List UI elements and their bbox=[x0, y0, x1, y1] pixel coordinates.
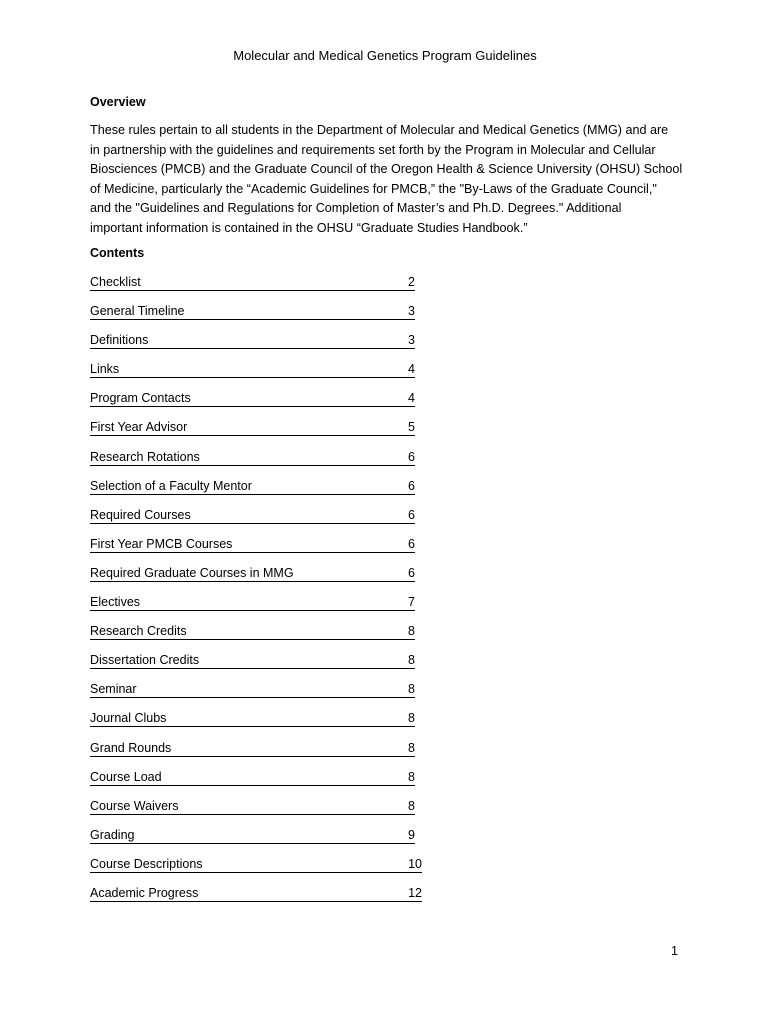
toc-item-required-courses bbox=[90, 508, 422, 537]
toc-page: 8 bbox=[408, 624, 415, 639]
toc-page: 9 bbox=[408, 827, 415, 842]
toc-link-general-timeline[interactable] bbox=[90, 304, 415, 320]
toc-label: General Timeline bbox=[90, 304, 185, 319]
toc-label: Grand Rounds bbox=[90, 740, 172, 755]
toc-label: Required Graduate Courses in MMG bbox=[90, 565, 294, 580]
toc-link-electives[interactable] bbox=[90, 595, 415, 611]
toc-link-first-year-pmcb-courses[interactable] bbox=[90, 537, 415, 553]
toc-label: Definitions bbox=[90, 333, 149, 348]
toc-page: 12 bbox=[408, 885, 422, 900]
toc-label: Selection of a Faculty Mentor bbox=[90, 478, 252, 493]
toc-label: Academic Progress bbox=[90, 885, 199, 900]
overview-line: important information is contained in the OHSU “Graduate Studies Handbook.” bbox=[90, 220, 528, 235]
toc-label: Checklist bbox=[90, 275, 141, 289]
overview-line: These rules pertain to all students in the Department of Molecular and Medical Genetics (MMG) and are bbox=[90, 123, 669, 137]
toc-page: 3 bbox=[408, 333, 415, 348]
toc-label: Course Load bbox=[90, 769, 162, 784]
overview-line: and the "Guidelines and Regulations for Completion of Master’s and Ph.D. Degrees." Additional bbox=[90, 201, 622, 216]
toc-link-required-courses[interactable] bbox=[90, 508, 415, 524]
toc-item-course-load bbox=[90, 770, 422, 799]
overview-paragraph bbox=[90, 121, 690, 239]
toc-page: 6 bbox=[408, 449, 415, 464]
toc-page: 8 bbox=[408, 653, 415, 668]
toc-item-electives bbox=[90, 595, 422, 624]
toc-item-general-timeline bbox=[90, 304, 422, 333]
toc-link-seminar[interactable] bbox=[90, 682, 415, 698]
toc-link-first-year-advisor[interactable] bbox=[90, 420, 415, 436]
toc-link-journal-clubs[interactable] bbox=[90, 711, 415, 727]
toc-label: Research Rotations bbox=[90, 449, 200, 464]
toc-label: Electives bbox=[90, 595, 141, 610]
toc-link-dissertation-credits[interactable] bbox=[90, 653, 415, 669]
table-of-contents bbox=[90, 275, 422, 915]
overview-heading: Overview bbox=[90, 95, 146, 109]
toc-item-course-descriptions bbox=[90, 857, 422, 886]
toc-item-research-credits bbox=[90, 624, 422, 653]
toc-label: First Year PMCB Courses bbox=[90, 536, 233, 551]
contents-heading: Contents bbox=[90, 246, 145, 260]
toc-label: Dissertation Credits bbox=[90, 653, 200, 668]
toc-item-program-contacts bbox=[90, 391, 422, 420]
overview-line: in partnership with the guidelines and requirements set forth by the Program in Molecular and Cellular bbox=[90, 142, 656, 157]
toc-page: 8 bbox=[408, 682, 415, 697]
toc-page: 8 bbox=[408, 798, 415, 813]
toc-item-grading bbox=[90, 828, 422, 857]
toc-page: 4 bbox=[408, 391, 415, 406]
toc-label: Grading bbox=[90, 827, 135, 842]
toc-link-course-waivers[interactable] bbox=[90, 799, 415, 815]
toc-item-grand-rounds bbox=[90, 741, 422, 770]
toc-label: Required Courses bbox=[90, 507, 191, 522]
toc-page: 8 bbox=[408, 711, 415, 726]
toc-item-academic-progress bbox=[90, 886, 422, 915]
toc-item-first-year-advisor bbox=[90, 420, 422, 449]
toc-item-course-waivers bbox=[90, 799, 422, 828]
toc-item-journal-clubs bbox=[90, 711, 422, 740]
toc-label: Links bbox=[90, 362, 120, 377]
toc-page: 6 bbox=[408, 565, 415, 580]
toc-label: Course Waivers bbox=[90, 798, 179, 813]
toc-page: 2 bbox=[408, 275, 415, 289]
toc-label: Course Descriptions bbox=[90, 856, 203, 871]
toc-link-research-rotations[interactable] bbox=[90, 450, 415, 466]
toc-link-definitions[interactable] bbox=[90, 333, 415, 349]
toc-page: 10 bbox=[408, 856, 422, 871]
toc-item-definitions bbox=[90, 333, 422, 362]
toc-link-course-load[interactable] bbox=[90, 770, 415, 786]
toc-link-checklist[interactable] bbox=[90, 275, 415, 291]
toc-link-research-credits[interactable] bbox=[90, 624, 415, 640]
page-number: 1 bbox=[671, 944, 678, 958]
toc-link-grading[interactable] bbox=[90, 828, 415, 844]
toc-label: Seminar bbox=[90, 682, 137, 697]
toc-item-required-graduate-courses bbox=[90, 566, 422, 595]
toc-link-required-graduate-courses[interactable] bbox=[90, 566, 415, 582]
toc-item-selection-of-faculty-mentor bbox=[90, 479, 422, 508]
overview-line: of Medicine, particularly the “Academic Guidelines for PMCB,” the "By-Laws of the Graduate Council," bbox=[90, 181, 657, 196]
toc-item-first-year-pmcb-courses bbox=[90, 537, 422, 566]
overview-line: Biosciences (PMCB) and the Graduate Council of the Oregon Health & Science University (OHSU) School bbox=[90, 162, 683, 177]
toc-item-seminar bbox=[90, 682, 422, 711]
toc-link-grand-rounds[interactable] bbox=[90, 741, 415, 757]
toc-label: Journal Clubs bbox=[90, 711, 167, 726]
document-title: Molecular and Medical Genetics Program Guidelines bbox=[233, 48, 537, 63]
toc-page: 6 bbox=[408, 478, 415, 493]
toc-link-program-contacts[interactable] bbox=[90, 391, 415, 407]
toc-page: 3 bbox=[408, 304, 415, 319]
toc-link-links[interactable] bbox=[90, 362, 415, 378]
toc-page: 6 bbox=[408, 507, 415, 522]
toc-item-dissertation-credits bbox=[90, 653, 422, 682]
toc-item-checklist bbox=[90, 275, 422, 304]
toc-link-selection-of-faculty-mentor[interactable] bbox=[90, 479, 415, 495]
toc-page: 5 bbox=[408, 420, 415, 435]
toc-page: 7 bbox=[408, 595, 415, 610]
toc-page: 6 bbox=[408, 536, 415, 551]
toc-item-research-rotations bbox=[90, 450, 422, 479]
toc-item-links bbox=[90, 362, 422, 391]
toc-page: 4 bbox=[408, 362, 415, 377]
toc-page: 8 bbox=[408, 740, 415, 755]
toc-page: 8 bbox=[408, 769, 415, 784]
toc-link-course-descriptions[interactable] bbox=[90, 857, 422, 873]
toc-label: Program Contacts bbox=[90, 391, 191, 406]
toc-label: First Year Advisor bbox=[90, 420, 188, 435]
toc-label: Research Credits bbox=[90, 624, 187, 639]
toc-link-academic-progress[interactable] bbox=[90, 886, 422, 902]
